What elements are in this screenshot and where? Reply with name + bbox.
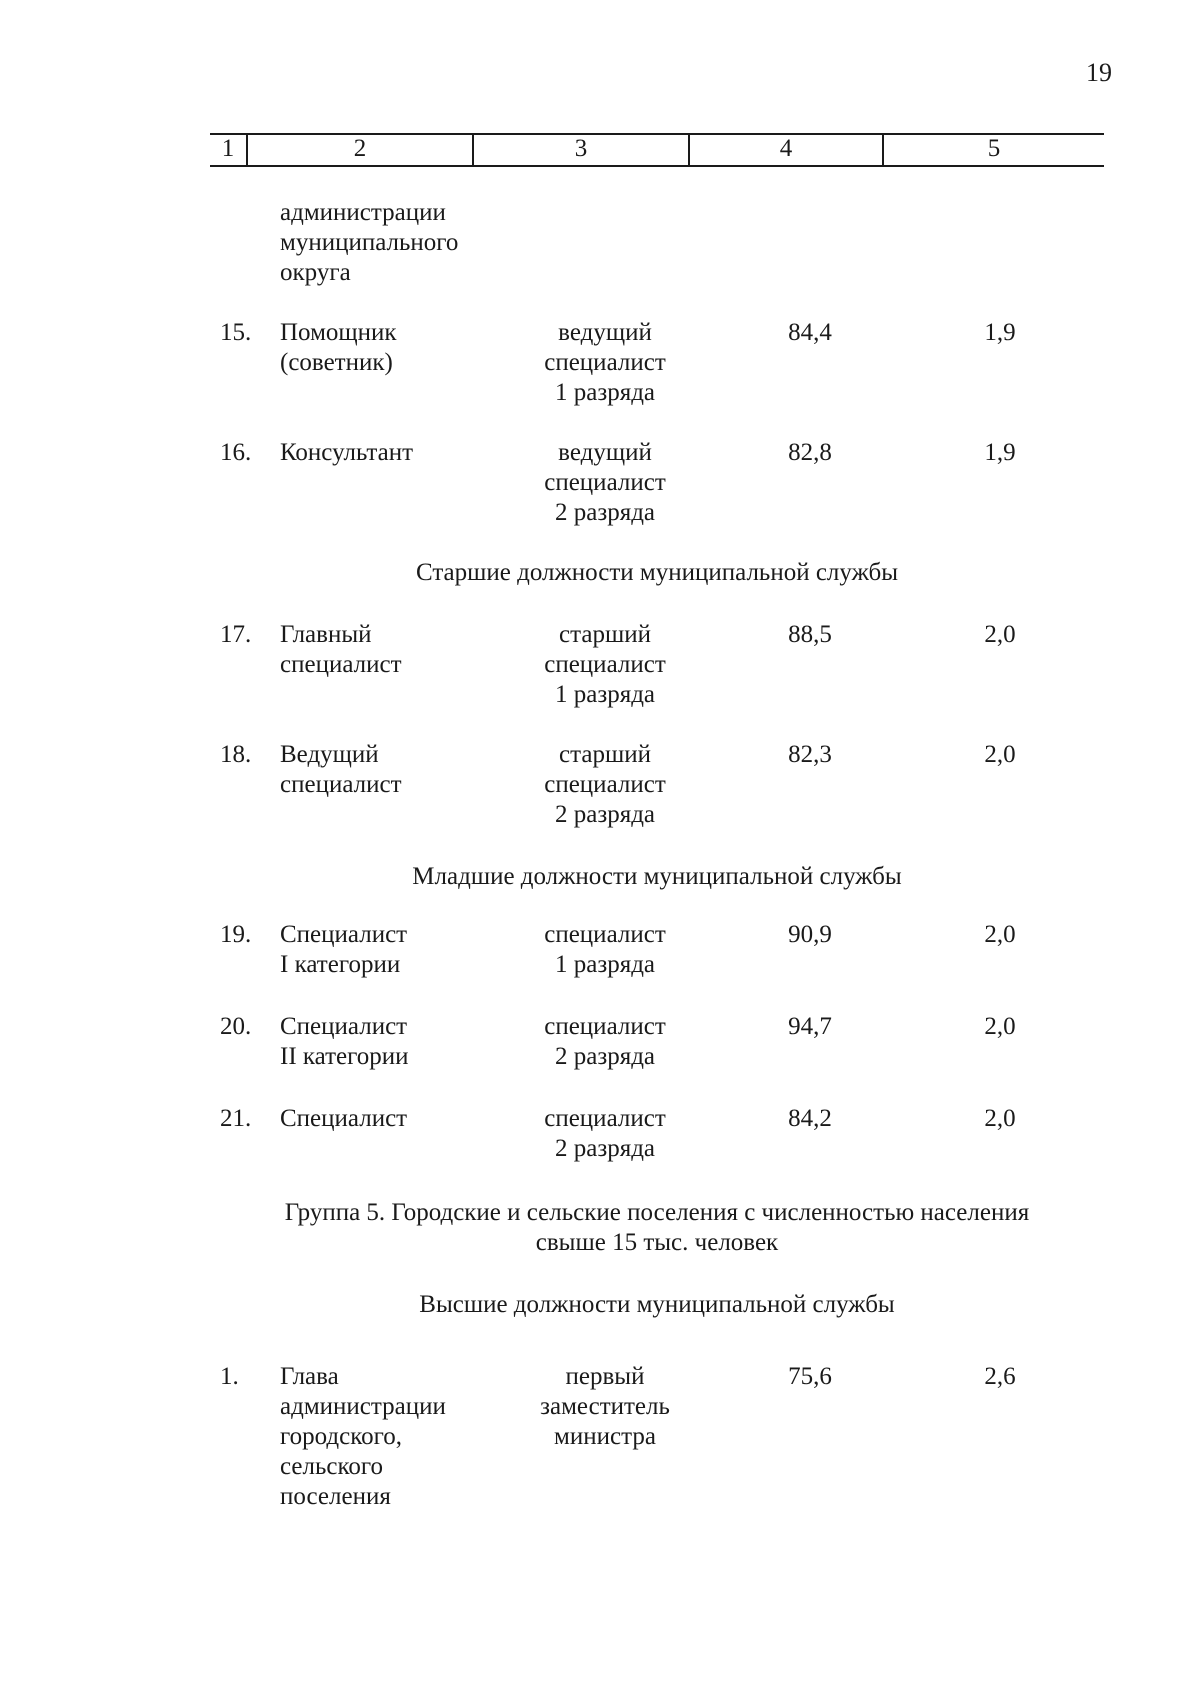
- header-cell-4: 4: [690, 135, 884, 165]
- header-cell-5: 5: [987, 135, 1001, 162]
- value: 84,2: [788, 1105, 832, 1132]
- value: 88,5: [788, 621, 832, 648]
- class-rank: специалист 1 разряда: [544, 921, 666, 978]
- coefficient: 2,6: [984, 1363, 1016, 1390]
- value: 75,6: [788, 1363, 832, 1390]
- coefficient: 2,0: [984, 741, 1016, 768]
- header-cell-1: 1: [210, 135, 248, 165]
- class-rank: специалист 2 разряда: [544, 1105, 666, 1162]
- section-heading-junior: Младшие должности муниципальной службы: [412, 863, 902, 890]
- position-name: Специалист I категории: [280, 921, 408, 978]
- class-rank: старший специалист 2 разряда: [544, 741, 666, 828]
- coefficient: 2,0: [984, 1013, 1016, 1040]
- row-number: 1.: [220, 1363, 239, 1390]
- position-name: Специалист: [280, 1105, 408, 1132]
- position-name: Ведущий специалист: [280, 741, 402, 798]
- position-name: Глава администрации городского, сельского поселения: [280, 1363, 446, 1510]
- row-number: 21.: [220, 1105, 252, 1132]
- row-number: 17.: [220, 621, 252, 648]
- continuation-text: администрации муниципального округа: [280, 199, 459, 286]
- coefficient: 1,9: [984, 439, 1016, 466]
- coefficient: 2,0: [984, 1105, 1016, 1132]
- position-name: Консультант: [280, 439, 414, 466]
- position-name: Специалист II категории: [280, 1013, 409, 1070]
- section-heading-senior: Старшие должности муниципальной службы: [415, 559, 899, 586]
- class-rank: ведущий специалист 1 разряда: [544, 319, 666, 406]
- coefficient: 2,0: [984, 921, 1016, 948]
- coefficient: 1,9: [984, 319, 1016, 346]
- class-rank: специалист 2 разряда: [544, 1013, 666, 1070]
- row-number: 16.: [220, 439, 252, 466]
- header-cell-2: 2: [248, 135, 474, 165]
- group-heading: Группа 5. Городские и сельские поселения с численностью населения свыше 15 тыс. человек: [284, 1199, 1030, 1256]
- value: 84,4: [788, 319, 832, 346]
- row-number: 20.: [220, 1013, 252, 1040]
- header-cell-3: 3: [474, 135, 690, 165]
- value: 82,3: [788, 741, 832, 768]
- row-number: 15.: [220, 319, 252, 346]
- value: 94,7: [788, 1013, 832, 1040]
- value: 90,9: [788, 921, 832, 948]
- page-number: 19: [1086, 58, 1112, 87]
- class-rank: старший специалист 1 разряда: [544, 621, 666, 708]
- coefficient: 2,0: [984, 621, 1016, 648]
- row-number: 19.: [220, 921, 252, 948]
- class-rank: первый заместитель министра: [540, 1363, 670, 1450]
- value: 82,8: [788, 439, 832, 466]
- class-rank: ведущий специалист 2 разряда: [544, 439, 666, 526]
- position-name: Главный специалист: [280, 621, 402, 678]
- section-heading-highest: Высшие должности муниципальной службы: [419, 1291, 895, 1318]
- table-header: [210, 133, 1104, 167]
- row-number: 18.: [220, 741, 252, 768]
- position-name: Помощник (советник): [280, 319, 397, 376]
